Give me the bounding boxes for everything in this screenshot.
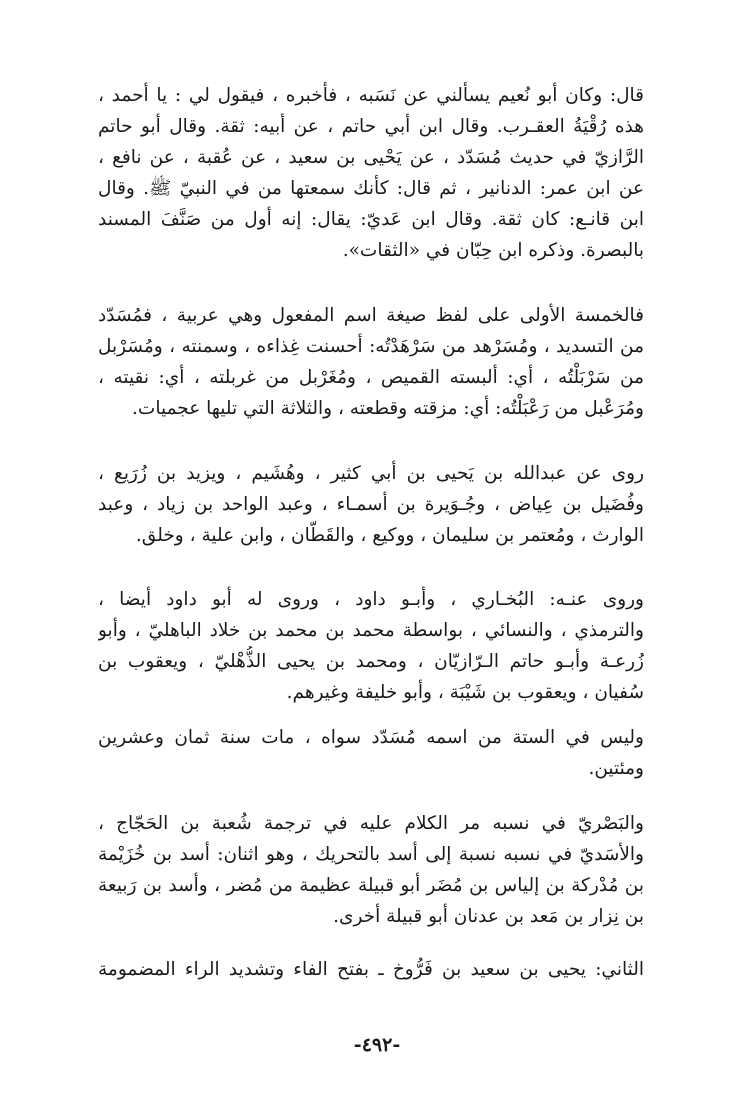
- text-line: فالخمسة الأولى على لفظ صيغة اسم المفعول وهي عربية ، فمُسَدّد: [98, 305, 644, 326]
- text-line: بالبصرة. وذكره ابن حِبّان في «الثقات».: [342, 240, 644, 261]
- text-line: ومئتين.: [588, 758, 644, 779]
- text-line: الثاني: يحيى بن سعيد بن فَرُّوخ ـ بفتح الفاء وتشديد الراء المضمومة: [98, 959, 644, 980]
- text-line: من سَرْبَلْتُه ، أي: ألبسته القميص ، ومُغَرْبل من غربلته ، أي: نقيته ،: [98, 367, 644, 388]
- text-line: الرَّازيّ في حديث مُسَدّد ، عن يَحْيى بن سعيد ، عن عُقبة ، عن نافع ،: [98, 147, 644, 168]
- text-line: وروى عنـه: البُخـاري ، وأبـو داود ، وروى له أبو داود أيضا ،: [98, 589, 644, 610]
- text-line: عن ابن عمر: الدنانير ، ثم قال: كأنك سمعتها من في النبيّ ﷺ. وقال: [98, 178, 644, 199]
- page-number: -٤٩٢-: [353, 1034, 401, 1056]
- paragraph-5: [98, 722, 644, 784]
- paragraph-6: [98, 808, 644, 932]
- text-line: والأسَديّ في نسبه نسبة إلى أسد بالتحريك ، وهو اثنان: أسد بن خُزَيْمة: [98, 844, 644, 865]
- text-line: روى عن عبدالله بن يَحيى بن أبي كثير ، وهُشَيم ، ويزيد بن زُرَيع ،: [98, 463, 644, 484]
- text-line: هذه رُقْيَةُ العقـرب. وقال ابن أبي حاتم ، عن أبيه: ثقة. وقال أبو حاتم: [98, 116, 644, 137]
- text-line: من التسديد ، ومُسَرْهد من سَرْهَدْتُه: أحسنت غِذاءه ، وسمنته ، ومُسَرْبل: [98, 336, 644, 357]
- text-line: زُرعـة وأبـو حاتم الـرّازيّان ، ومحمد بن يحيى الذُّهْليّ ، ويعقوب بن: [98, 651, 644, 672]
- text-line: الوارث ، ومُعتمر بن سليمان ، ووكيع ، والقَطّان ، وابن علية ، وخلق.: [135, 525, 644, 546]
- paragraph-7: [98, 954, 644, 985]
- text-line: قال: وكان أبو نُعيم يسألني عن نَسَبه ، فأخبره ، فيقول لي : يا أحمد ،: [98, 85, 644, 106]
- paragraph-4: [98, 584, 644, 708]
- text-line: ومُرَعْبل من رَعْبَلْتُه: أي: مزقته وقطعته ، والثلاثة التي تليها عجميات.: [132, 398, 644, 419]
- paragraph-1: [98, 80, 644, 266]
- text-line: وليس في الستة من اسمه مُسَدّد سواه ، مات سنة ثمان وعشرين: [98, 727, 644, 748]
- text-line: سُفيان ، ويعقوب بن شَيْبَة ، وأبو خليفة وغيرهم.: [286, 682, 644, 703]
- text-line: ابن قانـع: كان ثقة. وقال ابن عَديّ: يقال: إنه أول من صَنَّفَ المسند: [98, 209, 644, 230]
- text-line: والبَصْريّ في نسبه مر الكلام عليه في ترجمة شُعبة بن الحَجّاج ،: [98, 813, 644, 834]
- text-line: والترمذي ، والنسائي ، بواسطة محمد بن محمد بن خلاد الباهليّ ، وأبو: [98, 620, 644, 641]
- paragraph-3: [98, 458, 644, 551]
- text-line: بن مُدْركة بن إلياس بن مُضَر أبو قبيلة عظيمة من مُضر ، وأسد بن رَبيعة: [98, 875, 644, 896]
- text-line: وفُضَيل بن عِياض ، وجُـوَيرة بن أسمـاء ، وعبد الواحد بن زياد ، وعبد: [98, 494, 644, 515]
- text-line: بن نِزار بن مَعد بن عدنان أبو قبيلة أخرى.: [333, 906, 644, 927]
- paragraph-2: [98, 300, 644, 424]
